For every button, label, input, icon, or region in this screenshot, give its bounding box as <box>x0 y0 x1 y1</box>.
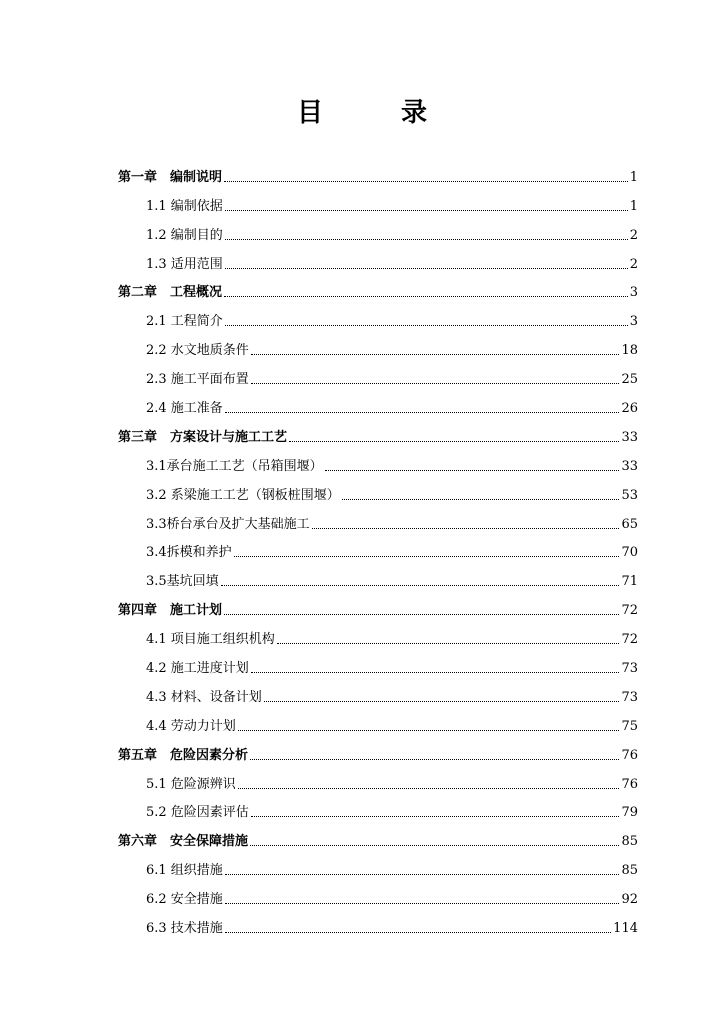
toc-page-number: 114 <box>613 921 638 937</box>
dot-leader <box>225 932 611 933</box>
toc-page-number: 75 <box>621 718 638 734</box>
dot-leader <box>225 210 628 211</box>
toc-entry-label: 3.4拆模和养护 <box>146 545 232 561</box>
toc-section-entry[interactable] <box>118 793 638 822</box>
toc-page-number: 76 <box>621 776 638 792</box>
dot-leader <box>224 296 628 297</box>
dot-leader <box>225 325 628 326</box>
toc-page-number: 33 <box>621 458 638 474</box>
toc-entry-label: 6.3 技术措施 <box>146 921 223 937</box>
toc-page-number: 1 <box>629 169 638 185</box>
toc-entry-label: 4.3 材料、设备计划 <box>146 689 262 705</box>
toc-page-number: 1 <box>629 198 638 214</box>
toc-page-number: 92 <box>621 892 638 908</box>
toc-entry-label: 第四章 施工计划 <box>118 603 223 619</box>
dot-leader <box>221 585 620 586</box>
toc-entry-label: 4.1 项目施工组织机构 <box>146 632 275 648</box>
dot-leader <box>251 672 620 673</box>
dot-leader <box>225 239 628 240</box>
dot-leader <box>224 614 619 615</box>
toc-page-number: 85 <box>621 863 638 879</box>
dot-leader <box>251 354 620 355</box>
dot-leader <box>225 268 628 269</box>
toc-section-entry[interactable] <box>118 475 638 504</box>
toc-entry-label: 1.2 编制目的 <box>146 227 223 243</box>
dot-leader <box>251 383 620 384</box>
toc-section-entry[interactable] <box>118 504 638 533</box>
toc-section-entry[interactable] <box>118 330 638 359</box>
toc-entry-label: 2.2 水文地质条件 <box>146 343 249 359</box>
toc-page-number: 73 <box>621 661 638 677</box>
toc-section-entry[interactable] <box>118 908 638 937</box>
toc-chapter-entry[interactable] <box>118 417 638 446</box>
toc-section-entry[interactable] <box>118 677 638 706</box>
toc-entry-label: 6.2 安全措施 <box>146 892 223 908</box>
toc-entry-label: 4.2 施工进度计划 <box>146 661 249 677</box>
toc-page-number: 85 <box>621 834 638 850</box>
toc-entry-label: 1.1 编制依据 <box>146 198 223 214</box>
toc-page-number: 53 <box>621 487 638 503</box>
dot-leader <box>250 845 619 846</box>
dot-leader <box>277 643 620 644</box>
toc-page-number: 72 <box>621 603 638 619</box>
toc-entry-label: 1.3 适用范围 <box>146 256 223 272</box>
toc-section-entry[interactable] <box>118 301 638 330</box>
toc-section-entry[interactable] <box>118 619 638 648</box>
toc-section-entry[interactable] <box>118 533 638 562</box>
table-of-contents <box>118 157 638 937</box>
toc-entry-label: 第二章 工程概况 <box>118 285 223 301</box>
toc-section-entry[interactable] <box>118 244 638 273</box>
toc-section-entry[interactable] <box>118 446 638 475</box>
dot-leader <box>325 470 620 471</box>
toc-entry-label: 3.3桥台承台及扩大基础施工 <box>146 516 310 532</box>
dot-leader <box>238 788 620 789</box>
toc-entry-label: 4.4 劳动力计划 <box>146 718 236 734</box>
toc-page-number: 26 <box>621 401 638 417</box>
dot-leader <box>224 181 628 182</box>
dot-leader <box>225 874 620 875</box>
toc-page-number: 3 <box>629 285 638 301</box>
toc-entry-label: 5.2 危险因素评估 <box>146 805 249 821</box>
toc-entry-label: 2.1 工程简介 <box>146 314 223 330</box>
dot-leader <box>225 903 620 904</box>
dot-leader <box>234 556 620 557</box>
dot-leader <box>225 412 620 413</box>
toc-entry-label: 5.1 危险源辨识 <box>146 776 236 792</box>
toc-chapter-entry[interactable] <box>118 821 638 850</box>
toc-section-entry[interactable] <box>118 850 638 879</box>
dot-leader <box>250 759 619 760</box>
toc-page-number: 25 <box>621 372 638 388</box>
toc-page-number: 71 <box>621 574 638 590</box>
toc-entry-label: 第三章 方案设计与施工工艺 <box>118 429 288 445</box>
toc-entry-label: 2.3 施工平面布置 <box>146 372 249 388</box>
toc-page-number: 79 <box>621 805 638 821</box>
toc-entry-label: 2.4 施工准备 <box>146 401 223 417</box>
toc-entry-label: 3.2 系梁施工工艺（钢板桩围堰） <box>146 487 340 503</box>
toc-page-number: 18 <box>621 343 638 359</box>
toc-page-number: 70 <box>621 545 638 561</box>
toc-page-number: 72 <box>621 632 638 648</box>
toc-section-entry[interactable] <box>118 388 638 417</box>
dot-leader <box>312 528 620 529</box>
toc-chapter-entry[interactable] <box>118 273 638 302</box>
dot-leader <box>264 701 620 702</box>
toc-page-number: 33 <box>621 429 638 445</box>
toc-chapter-entry[interactable] <box>118 590 638 619</box>
dot-leader <box>251 816 620 817</box>
toc-section-entry[interactable] <box>118 879 638 908</box>
toc-entry-label: 第一章 编制说明 <box>118 169 223 185</box>
dot-leader <box>238 730 620 731</box>
page-title: 目 录 <box>296 98 453 128</box>
toc-page-number: 73 <box>621 689 638 705</box>
toc-section-entry[interactable] <box>118 561 638 590</box>
toc-section-entry[interactable] <box>118 648 638 677</box>
toc-page-number: 2 <box>629 256 638 272</box>
toc-entry-label: 3.5基坑回填 <box>146 574 219 590</box>
toc-page-number: 65 <box>621 516 638 532</box>
dot-leader <box>289 441 619 442</box>
toc-section-entry[interactable] <box>118 764 638 793</box>
toc-section-entry[interactable] <box>118 359 638 388</box>
toc-entry-label: 6.1 组织措施 <box>146 863 223 879</box>
toc-entry-label: 第五章 危险因素分析 <box>118 747 249 763</box>
toc-page-number: 76 <box>621 747 638 763</box>
toc-chapter-entry[interactable] <box>118 735 638 764</box>
toc-section-entry[interactable] <box>118 706 638 735</box>
toc-entry-label: 3.1承台施工工艺（吊箱围堰） <box>146 458 323 474</box>
toc-page-number: 3 <box>629 314 638 330</box>
dot-leader <box>342 499 620 500</box>
toc-chapter-entry[interactable] <box>118 157 638 186</box>
toc-section-entry[interactable] <box>118 215 638 244</box>
toc-page-number: 2 <box>629 227 638 243</box>
toc-entry-label: 第六章 安全保障措施 <box>118 834 249 850</box>
toc-section-entry[interactable] <box>118 186 638 215</box>
